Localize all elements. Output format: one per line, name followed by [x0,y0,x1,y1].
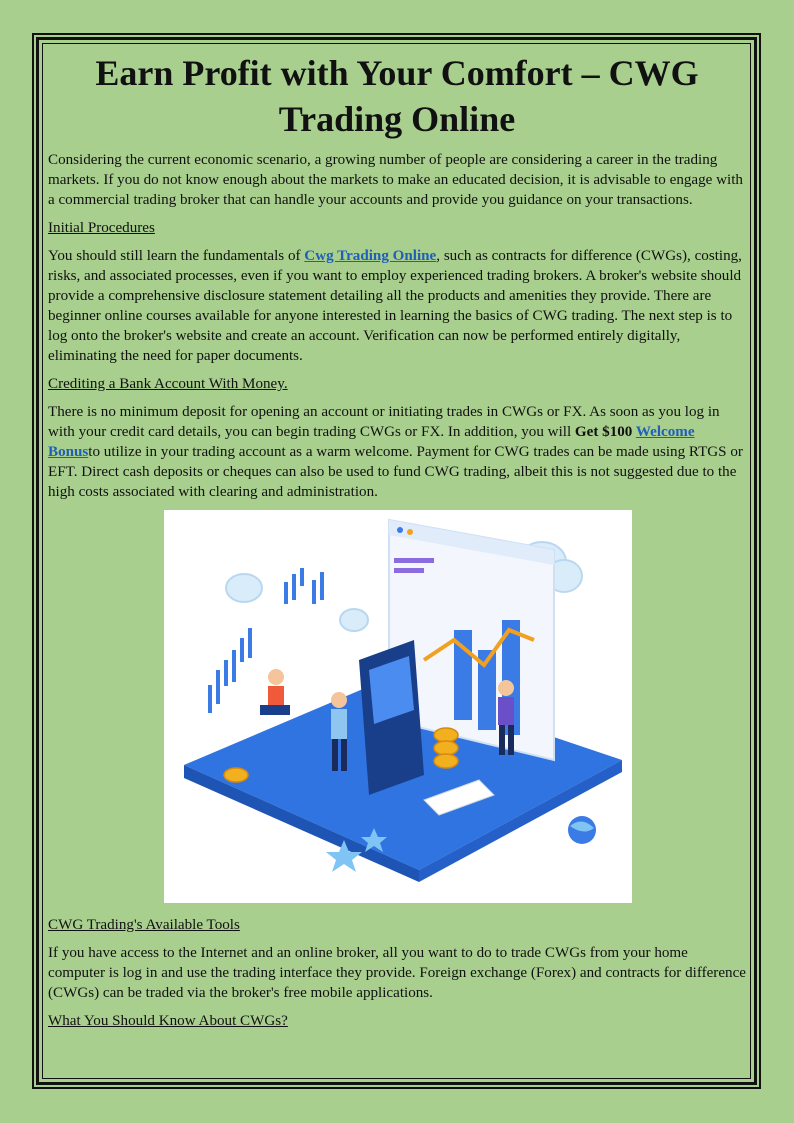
paragraph-text: There is no minimum deposit for opening an account or initiating trades in CWGs or FX. As soon as you log in with your credit card details, you can begin trading CWGs or FX. In addition, you will [48,404,720,440]
cwg-trading-online-link[interactable]: Cwg Trading Online [304,248,437,264]
document-content [48,50,746,1031]
paragraph-text: , such as contracts for difference (CWGs), costing, risks, and associated processes, even if you want to employ experienced trading brokers. A broker's website should provide a comprehensive disclosure statement detailing all the products and amenities they provide. There are beginner online courses available for anyone interested in learning the basics of CWG trading. The next step is to log onto the broker's website and create an account. Verification can now be performed entirely digitally, eliminating the need for paper documents. [48,248,742,364]
section-heading-initial-procedures: Initial Procedures [48,220,155,236]
section-heading-what-to-know: What You Should Know About CWGs? [48,1013,288,1029]
section-paragraph-crediting-bank [48,402,746,502]
page-title: Earn Profit with Your Comfort – CWG Trading Online [95,53,699,139]
paragraph-text: to utilize in your trading account as a warm welcome. Payment for CWG trades can be made using RTGS or EFT. Direct cash deposits or cheques can also be used to fund CWG trading, albeit this is not suggested due to the high costs associated with clearing and administration. [48,444,743,500]
bonus-emphasis: Get $100 [574,424,636,440]
section-heading-available-tools: CWG Trading's Available Tools [48,917,240,933]
section-heading-crediting-bank: Crediting a Bank Account With Money. [48,376,288,392]
section-paragraph-available-tools: If you have access to the Internet and an online broker, all you want to do to trade CWGs from your home computer is log in and use the trading interface they provide. Foreign exchange (Forex) and contracts for difference (CWGs) can be traded via the broker's free mobile applications. [48,945,746,1001]
paragraph-text: You should still learn the fundamentals of [48,248,305,264]
trading-illustration [164,510,632,903]
section-paragraph-initial-procedures [48,246,746,366]
intro-paragraph: Considering the current economic scenario, a growing number of people are considering a career in the trading markets. If you do not know enough about the markets to make an educated decision, it is advisable to engage with a commercial trading broker that can handle your accounts and provide you guidance on your transactions. [48,152,743,208]
welcome-bonus-link[interactable]: Welcome Bonus [48,424,695,460]
